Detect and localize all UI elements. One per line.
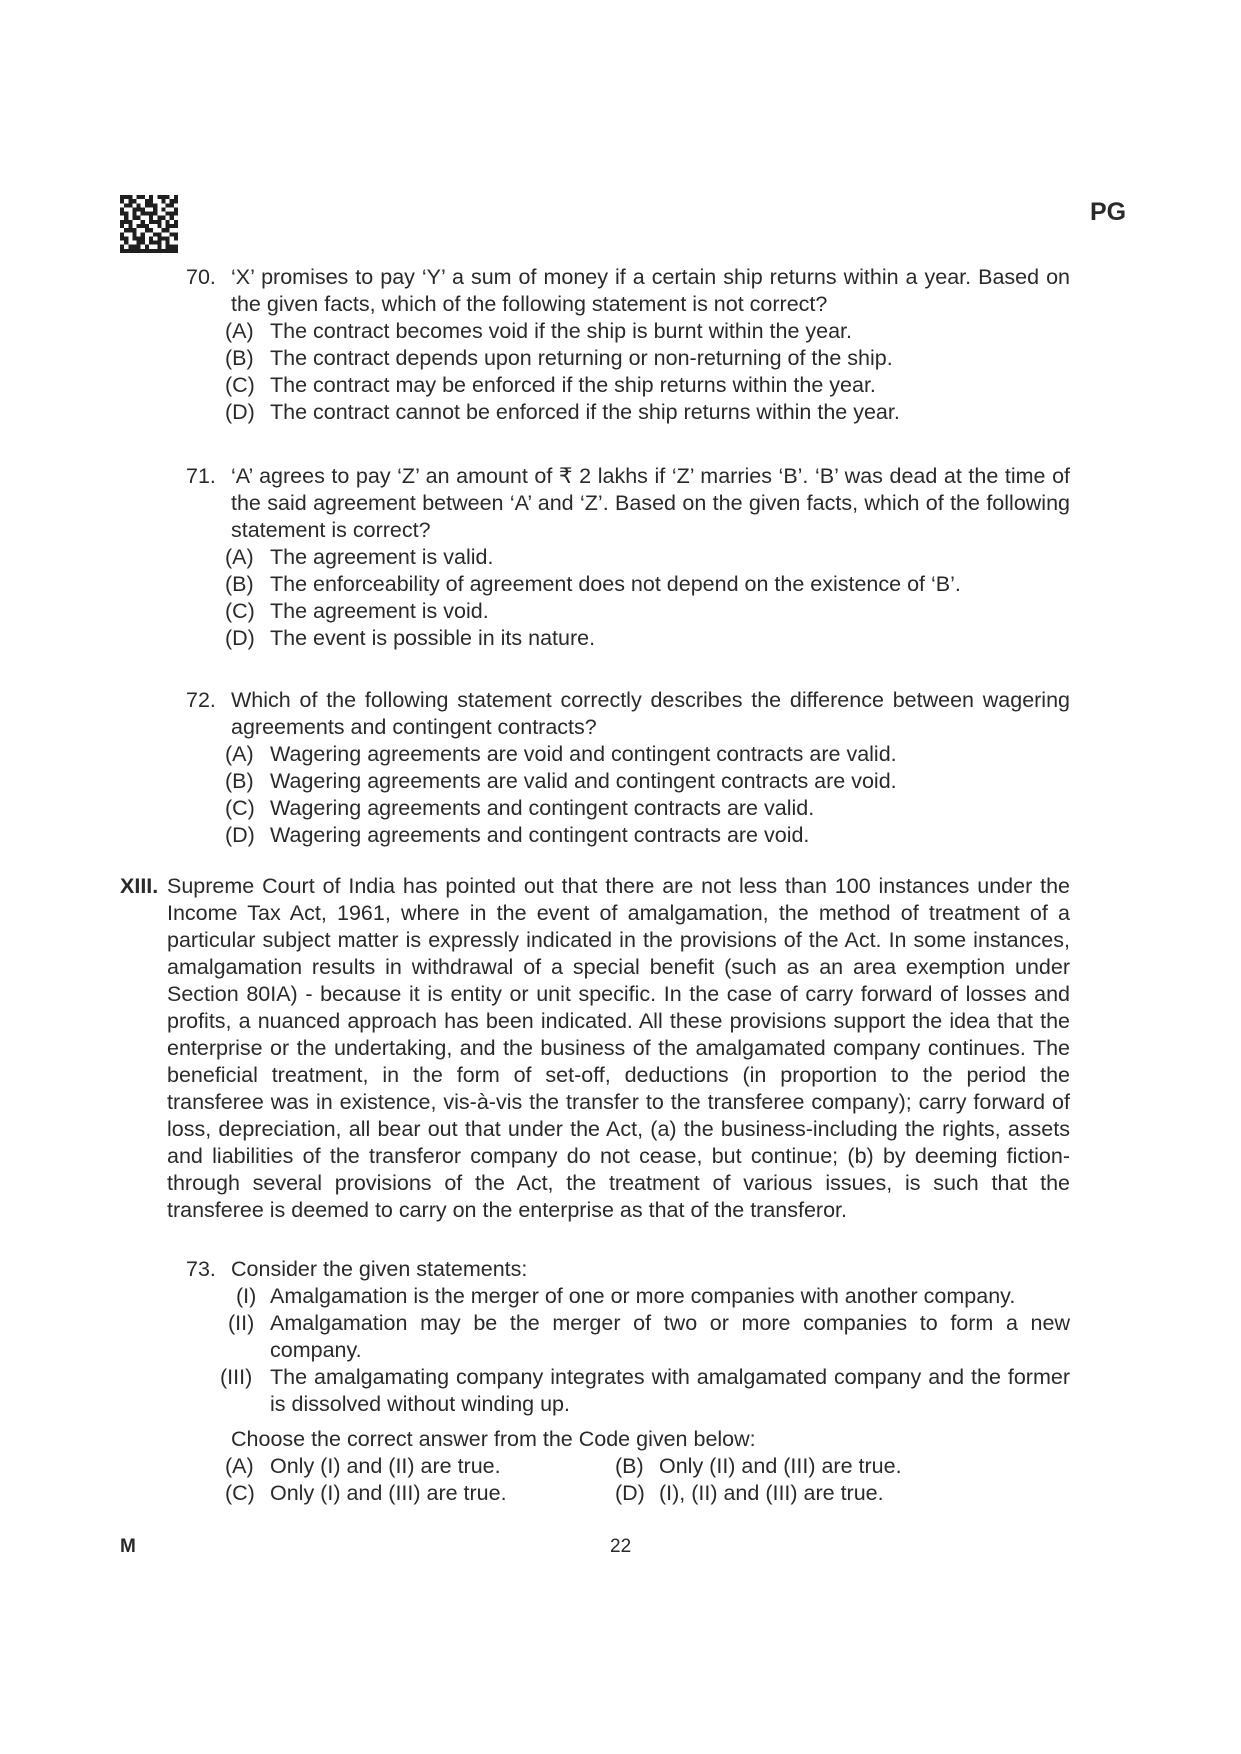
option-text: Wagering agreements and contingent contracts are void. bbox=[270, 823, 810, 847]
option-text: Wagering agreements are valid and contingent contracts are void. bbox=[270, 769, 897, 793]
code-prompt: Choose the correct answer from the Code given below: bbox=[231, 1427, 756, 1451]
passage-text: Supreme Court of India has pointed out that there are not less than 100 instances under the Income Tax Act, 1961, where in the event of amalgamation, the method of treatment of a particular subject matter is expressly indicated in the provisions of the Act. In some instances, amalgamation results in withdrawal of a special benefit (such as an area exemption under Section 80IA) - because it is entity or unit specific. In the case of carry forward of losses and profits, a nuanced approach has been indicated. All these provisions support the idea that the enterprise or the undertaking, and the business of the amalgamated company continues. The beneficial treatment, in the form of set-off, deductions (in proportion to the period the transferee was in existence, vis-à-vis the transfer to the transferee company); carry forward of loss, depreciation, all bear out that under the Act, (a) the business-including the rights, assets and liabilities of the transferor company do not cease, but continue; (b) by deeming fiction-through several provisions of the Act, the treatment of various issues, is such that the transferee is deemed to carry on the enterprise as that of the transferor. bbox=[167, 874, 1070, 1222]
option-text: Wagering agreements and contingent contracts are valid. bbox=[270, 796, 815, 820]
option-label: (C) bbox=[225, 373, 255, 397]
section-label: XIII. bbox=[120, 874, 159, 898]
option-label: (B) bbox=[225, 769, 254, 793]
question-stem: Consider the given statements: bbox=[231, 1257, 528, 1281]
question-70 bbox=[186, 264, 1070, 426]
question-71 bbox=[186, 463, 1070, 652]
option-label: (D) bbox=[225, 626, 255, 650]
option-label: (D) bbox=[225, 400, 255, 424]
series-code: PG bbox=[1090, 198, 1127, 226]
statement-label: (I) bbox=[236, 1284, 257, 1308]
option-text: Only (I) and (II) are true. bbox=[270, 1454, 501, 1478]
option-label: (A) bbox=[225, 545, 254, 569]
option-label: (A) bbox=[225, 742, 254, 766]
option-label: (C) bbox=[225, 796, 255, 820]
question-72 bbox=[186, 687, 1070, 849]
statement-text: The amalgamating company integrates with amalgamated company and the former is dissolved without winding up. bbox=[270, 1365, 1070, 1416]
question-stem: ‘X’ promises to pay ‘Y’ a sum of money if a certain ship returns within a year. Based on the given facts, which of the following statement is not correct? bbox=[231, 265, 1070, 316]
option-label: (D) bbox=[225, 823, 255, 847]
option-text: The event is possible in its nature. bbox=[270, 626, 596, 650]
question-number: 73. bbox=[186, 1257, 216, 1281]
statement-label: (III) bbox=[220, 1365, 253, 1389]
option-text: Only (II) and (III) are true. bbox=[659, 1454, 902, 1478]
option-label: (A) bbox=[225, 1454, 254, 1478]
option-text: (I), (II) and (III) are true. bbox=[659, 1481, 884, 1505]
code-row bbox=[225, 1453, 1070, 1480]
option-label: (B) bbox=[615, 1454, 644, 1478]
question-stem: Which of the following statement correctly describes the difference between wagering agreements and contingent contracts? bbox=[231, 688, 1070, 739]
option-text: The contract depends upon returning or non-returning of the ship. bbox=[270, 346, 893, 370]
option-text: The contract becomes void if the ship is burnt within the year. bbox=[270, 319, 852, 343]
statement-text: Amalgamation is the merger of one or more companies with another company. bbox=[270, 1284, 1016, 1308]
option-label: (D) bbox=[615, 1481, 645, 1505]
passage-section bbox=[120, 873, 1070, 1224]
option-text: Only (I) and (III) are true. bbox=[270, 1481, 507, 1505]
question-stem: ‘A’ agrees to pay ‘Z’ an amount of ₹ 2 lakhs if ‘Z’ marries ‘B’. ‘B’ was dead at the time of the said agreement between ‘A’ and ‘Z’. Based on the given facts, which of the following statement is correct? bbox=[231, 464, 1070, 542]
booklet-code: M bbox=[120, 1536, 136, 1557]
option-label: (B) bbox=[225, 572, 254, 596]
option-label: (C) bbox=[225, 1481, 255, 1505]
question-number: 71. bbox=[186, 464, 216, 488]
question-number: 70. bbox=[186, 265, 216, 289]
option-text: The contract cannot be enforced if the ship returns within the year. bbox=[270, 400, 900, 424]
option-text: The enforceability of agreement does not depend on the existence of ‘B’. bbox=[270, 572, 961, 596]
code-row bbox=[225, 1480, 1070, 1507]
question-73 bbox=[186, 1256, 1070, 1507]
question-number: 72. bbox=[186, 688, 216, 712]
option-text: The agreement is void. bbox=[270, 599, 489, 623]
option-text: The contract may be enforced if the ship returns within the year. bbox=[270, 373, 876, 397]
option-label: (B) bbox=[225, 346, 254, 370]
page-number: 22 bbox=[610, 1536, 632, 1557]
statement-label: (II) bbox=[228, 1311, 255, 1335]
option-text: The agreement is valid. bbox=[270, 545, 494, 569]
option-label: (A) bbox=[225, 319, 254, 343]
option-label: (C) bbox=[225, 599, 255, 623]
statement-text: Amalgamation may be the merger of two or more companies to form a new company. bbox=[270, 1311, 1070, 1362]
option-text: Wagering agreements are void and contingent contracts are valid. bbox=[270, 742, 897, 766]
qr-code bbox=[120, 195, 178, 253]
